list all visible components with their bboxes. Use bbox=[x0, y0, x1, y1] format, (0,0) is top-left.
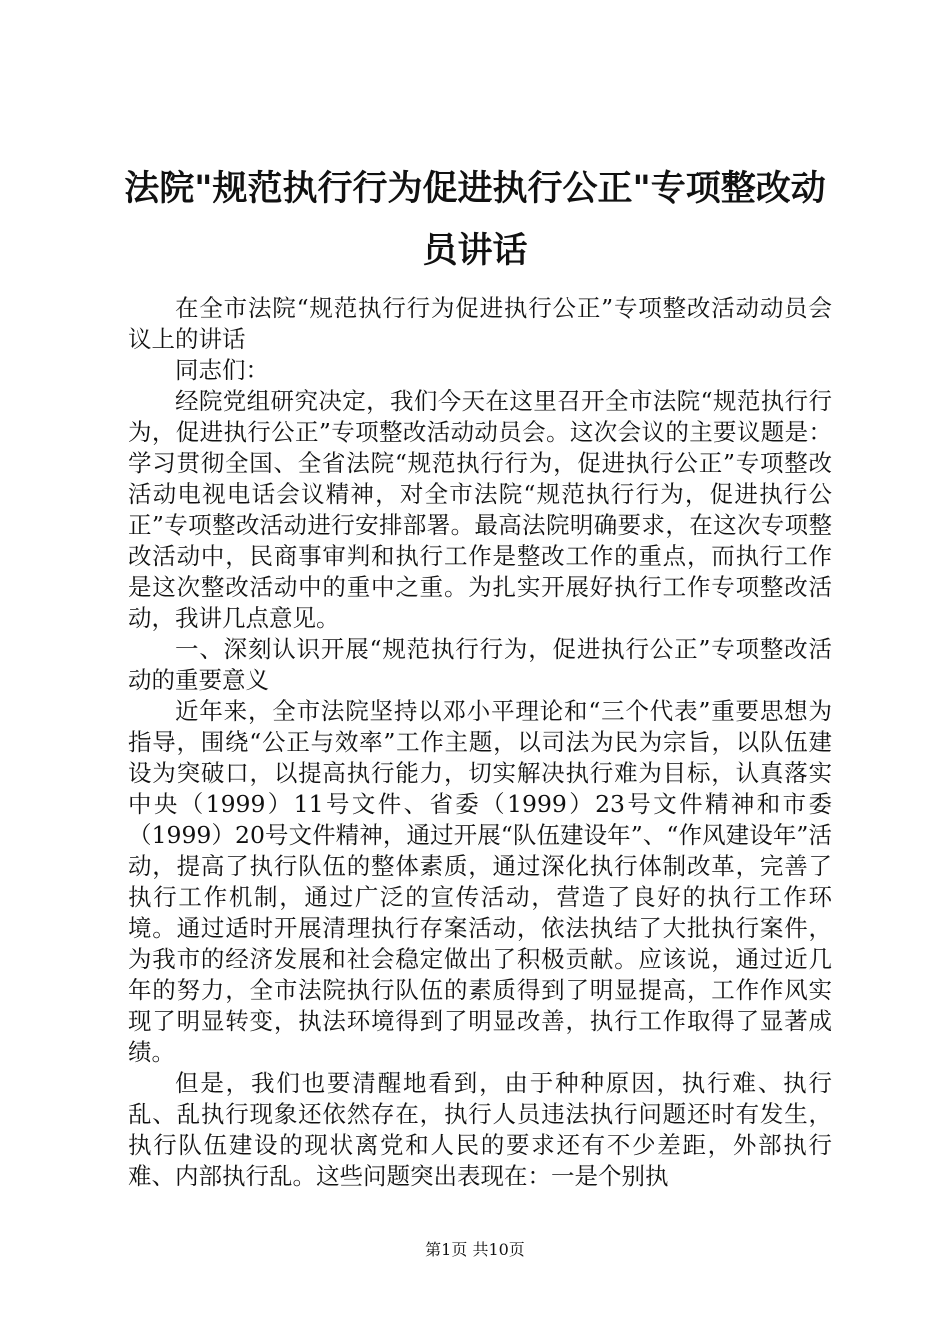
paragraph-subtitle: 在全市法院“规范执行行为促进执行公正”专项整改活动动员会议上的讲话 bbox=[128, 294, 832, 353]
document-title: 法院"规范执行行为促进执行公正"专项整改动员讲话 bbox=[124, 169, 826, 271]
document-body bbox=[128, 293, 832, 1192]
paragraph-salutation: 同志们： bbox=[175, 356, 269, 384]
paragraph-achievements: 近年来，全市法院坚持以邓小平理论和“三个代表”重要思想为指导，围绕“公正与效率”工作主题，以司法为民为宗旨，以队伍建设为突破口，以提高执行能力，切实解决执行难为目标，认真落实中央（1999）11号文件、省委（1999）23号文件精神和市委（1999）20号文件精神，通过开展“队伍建设年”、“作风建设年”活动，提高了执行队伍的整体素质，通过深化执行体制改革，完善了执行工作机制，通过广泛的宣传活动，营造了良好的执行工作环境。通过适时开展清理执行存案活动，依法执结了大批执行案件，为我市的经济发展和社会稳定做出了积极贡献。应该说，通过近几年的努力，全市法院执行队伍的素质得到了明显提高，工作作风实现了明显转变，执法环境得到了明显改善，执行工作取得了显著成绩。 bbox=[128, 697, 832, 1066]
paragraph-intro: 经院党组研究决定，我们今天在这里召开全市法院“规范执行行为，促进执行公正”专项整改活动动员会。这次会议的主要议题是：学习贯彻全国、全省法院“规范执行行为，促进执行公正”专项整改活动电视电话会议精神，对全市法院“规范执行行为，促进执行公正”专项整改活动进行安排部署。最高法院明确要求，在这次专项整改活动中，民商事审判和执行工作是整改工作的重点，而执行工作是这次整改活动中的重中之重。为扎实开展好执行工作专项整改活动，我讲几点意见。 bbox=[128, 387, 832, 632]
section-heading-1: 一、深刻认识开展“规范执行行为，促进执行公正”专项整改活动的重要意义 bbox=[128, 635, 832, 694]
page-number-footer: 第1页 共10页 bbox=[425, 1240, 525, 1259]
paragraph-problems: 但是，我们也要清醒地看到，由于种种原因，执行难、执行乱、乱执行现象还依然存在，执行人员违法执行问题还时有发生，执行队伍建设的现状离党和人民的要求还有不少差距，外部执行难、内部执行乱。这些问题突出表现在：一是个别执 bbox=[128, 1069, 832, 1190]
